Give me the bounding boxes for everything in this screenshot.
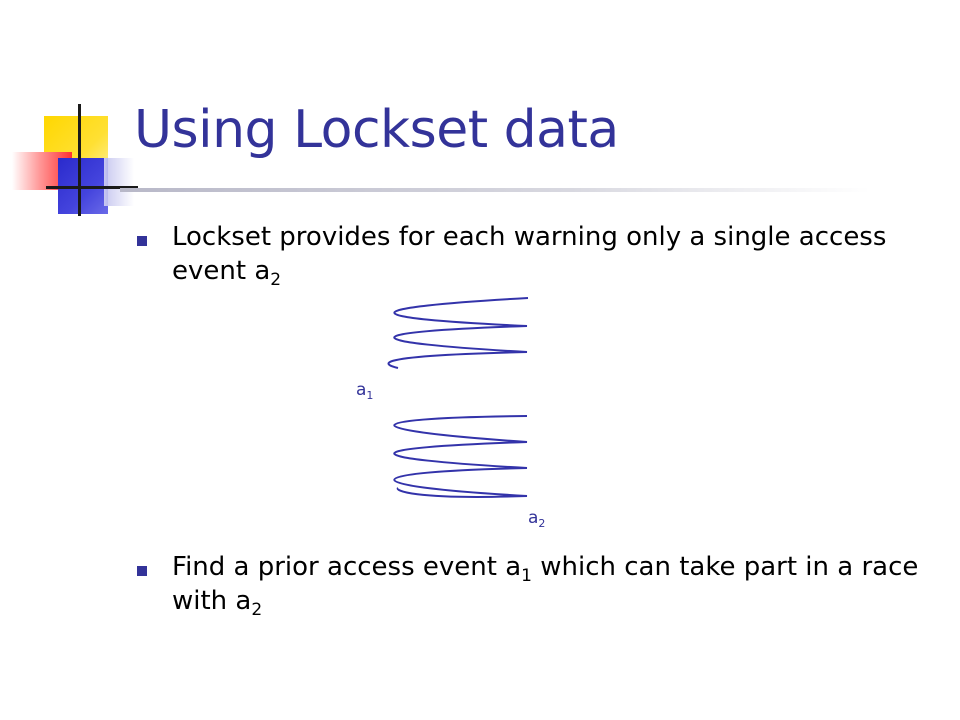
bullet-text-2 xyxy=(172,550,932,618)
squiggle-upper xyxy=(389,298,528,368)
label-a1-base: a xyxy=(356,380,367,400)
label-a2 xyxy=(528,508,545,528)
bullet-2-text-before: Find a prior access event a xyxy=(172,552,522,582)
bullet-1-subscript: 2 xyxy=(270,270,282,290)
slide-title: Using Lockset data xyxy=(134,100,619,160)
label-a2-sub: 2 xyxy=(538,517,546,530)
label-a1 xyxy=(356,380,373,400)
bullet-marker-2 xyxy=(137,566,147,576)
label-a2-base: a xyxy=(528,508,539,528)
bullet-2-text-middle: which can take part in a race with a xyxy=(172,552,919,616)
squiggle-lower xyxy=(394,416,527,497)
bullet-1-text: Lockset provides for each warning only a single access event a xyxy=(172,222,887,286)
bullet-2-subscript-2: 2 xyxy=(251,600,263,620)
bullet-2-subscript-1: 1 xyxy=(521,566,532,586)
label-a1-sub: 1 xyxy=(366,389,374,402)
